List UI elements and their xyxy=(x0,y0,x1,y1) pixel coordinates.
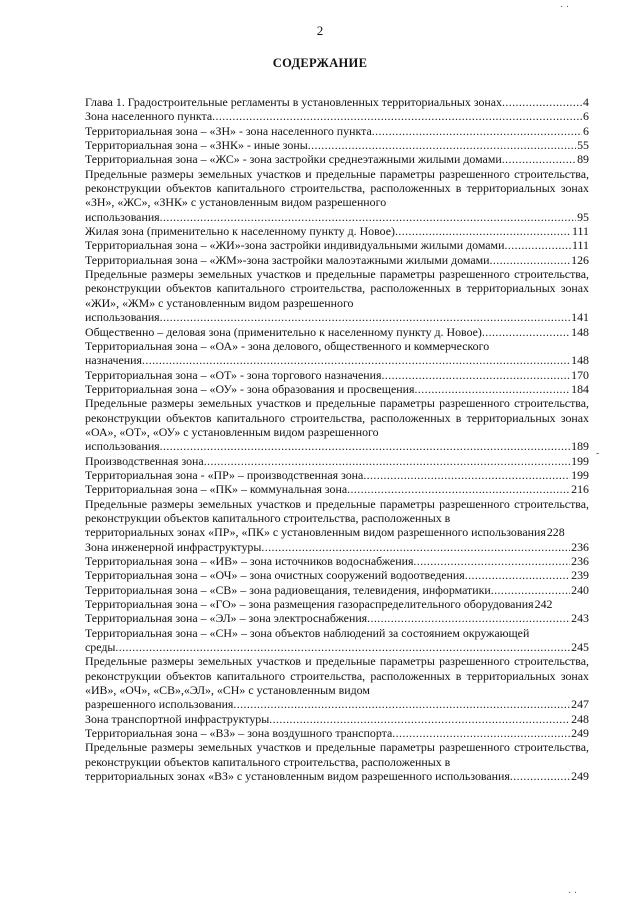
toc-page-number: 242 xyxy=(534,597,553,612)
toc-page-number: 189 xyxy=(571,439,589,454)
dot-leader xyxy=(414,382,570,396)
dot-leader xyxy=(367,611,570,625)
toc-entry-title: использования xyxy=(85,439,160,454)
dot-leader xyxy=(269,712,570,726)
toc-page-number: 170 xyxy=(571,367,589,382)
toc-page-number: 126 xyxy=(571,252,589,267)
dot-leader xyxy=(363,468,570,482)
dot-leader xyxy=(491,583,570,597)
toc-entry-title: Общественно – деловая зона (применительно к населенному пункту д. Новое) xyxy=(85,324,482,339)
toc-entry[interactable] xyxy=(85,540,589,554)
toc-entry-title: Территориальная зона – «ГО» – зона размещения газораспределительного оборудования xyxy=(85,597,534,612)
toc-page-number: 236 xyxy=(571,539,589,554)
dot-leader xyxy=(142,353,570,367)
toc-page-number: 6 xyxy=(583,123,589,138)
toc-page-number: 248 xyxy=(571,711,589,726)
toc-page-number: 240 xyxy=(571,582,589,597)
toc-entry-title: Глава 1. Градостроительные регламенты в установленных территориальных зонах xyxy=(85,95,502,109)
scan-mark: - xyxy=(596,448,600,459)
toc-page-number: 249 xyxy=(571,726,589,741)
toc-page-number: 148 xyxy=(571,353,589,368)
toc-page-number: 55 xyxy=(577,138,589,153)
toc-heading: СОДЕРЖАНИЕ xyxy=(272,56,368,70)
toc-entry[interactable] xyxy=(85,382,589,396)
toc-page-number: 111 xyxy=(572,238,589,253)
dot-leader xyxy=(510,769,570,783)
dot-leader xyxy=(160,210,576,224)
toc-entry[interactable] xyxy=(85,740,589,783)
dot-leader xyxy=(160,310,571,324)
dot-leader xyxy=(212,109,582,123)
toc-entry[interactable] xyxy=(85,152,589,166)
toc-entry[interactable] xyxy=(85,95,589,109)
toc-entry-title: Территориальная зона – «ЖС» - зона застройки среднеэтажными жилыми домами xyxy=(85,152,502,167)
scan-mark: · · xyxy=(568,888,578,899)
dot-leader xyxy=(504,238,571,252)
dot-leader xyxy=(261,540,570,554)
toc-entry-title: территориальных зонах «ПР», «ПК» с установленным видом разрешенного использования xyxy=(85,525,546,540)
toc-entry[interactable] xyxy=(85,339,589,368)
page-number: 2 xyxy=(316,23,324,38)
toc-entry[interactable] xyxy=(85,726,589,740)
toc-entry[interactable] xyxy=(85,238,589,252)
toc-entry[interactable] xyxy=(85,626,589,655)
dot-leader xyxy=(490,253,571,267)
toc-page-number: 199 xyxy=(571,453,589,468)
toc-entry-title: Жилая зона (применительно к населенному пункту д. Новое) xyxy=(85,224,395,239)
scan-mark: · · xyxy=(560,2,570,13)
toc-entry-title: Зона инженерной инфраструктуры xyxy=(85,539,262,554)
toc-entry-title: Территориальная зона - «ПР» – производственная зона xyxy=(85,467,364,482)
toc-entry-title: использования xyxy=(85,209,160,224)
toc-entry[interactable] xyxy=(85,109,589,123)
toc-entry-title: назначения xyxy=(85,353,142,368)
toc-entry[interactable] xyxy=(85,124,589,138)
toc-entry[interactable] xyxy=(85,253,589,267)
toc-entry-title: Зона населенного пункта xyxy=(85,109,213,124)
toc-page-number: 6 xyxy=(583,109,589,124)
dot-leader xyxy=(160,439,571,453)
dot-leader xyxy=(347,482,570,496)
toc-entry-title: Территориальная зона – «ОЧ» – зона очистных сооружений водоотведения xyxy=(85,568,465,583)
toc-entry[interactable] xyxy=(85,583,589,597)
toc-entry-title: использования xyxy=(85,310,160,325)
dot-leader xyxy=(392,726,570,740)
toc-entry-text: Предельные размеры земельных участков и предельные параметры разрешенного строительства, реконструкции объектов капитального строительства, расположенных в территориальных зонах «ЖИ», «ЖМ» с установленным видом разрешенного xyxy=(85,267,589,310)
dot-leader xyxy=(115,640,570,654)
toc-page-number: 228 xyxy=(546,525,565,540)
dot-leader xyxy=(502,152,576,166)
toc-page-number: 111 xyxy=(572,224,589,239)
toc-entry-title: Территориальная зона – «ИВ» – зона источников водоснабжения xyxy=(85,554,414,568)
toc-entry[interactable] xyxy=(85,712,589,726)
toc-page-number: 89 xyxy=(577,152,589,167)
toc-entry-title: Территориальная зона – «ОУ» - зона образования и просвещения xyxy=(85,381,415,396)
toc-entry-text: Предельные размеры земельных участков и предельные параметры разрешенного строительства, реконструкции объектов капитального строительства, расположенных в территориальных зонах «ОА», «ОТ», «ОУ» с установленным видом разрешенного xyxy=(85,396,589,439)
toc-page-number: 247 xyxy=(571,697,589,712)
toc-page-number: 216 xyxy=(571,482,589,497)
toc-entry-title: Зона транспортной инфраструктуры xyxy=(85,711,270,726)
dot-leader xyxy=(482,325,570,339)
toc-page-number: 95 xyxy=(577,209,589,224)
toc-page-number: 148 xyxy=(571,324,589,339)
toc-page-number: 141 xyxy=(571,310,589,325)
toc-entry-title: Территориальная зона – «ЭЛ» – зона электроснабжения xyxy=(85,611,368,626)
dot-leader xyxy=(413,554,570,568)
toc-entry-title: Территориальная зона – «ПК» – коммунальная зона xyxy=(85,482,348,497)
toc-entry-title: Территориальная зона – «ВЗ» – зона воздушного транспорта xyxy=(85,726,393,741)
toc-entry[interactable] xyxy=(85,597,589,611)
toc-entry-title: Территориальная зона – «ОТ» - зона торгового назначения xyxy=(85,367,382,382)
toc-entry-text: Территориальная зона – «ОА» - зона делового, общественного и коммерческого xyxy=(85,338,490,353)
toc-entry-text: Территориальная зона – «СН» – зона объектов наблюдений за состоянием окружающей xyxy=(85,625,530,640)
toc-page-number: 245 xyxy=(571,640,589,655)
toc-entry-title: территориальных зонах «ВЗ» с установленным видом разрешенного использования xyxy=(85,769,510,784)
toc-entry-text: Предельные размеры земельных участков и предельные параметры разрешенного строительства, реконструкции объектов капитального строительства, расположенных в xyxy=(85,496,589,525)
toc-entry[interactable] xyxy=(85,267,589,324)
toc-entry[interactable] xyxy=(85,497,589,540)
toc-page-number: 184 xyxy=(571,381,589,396)
toc-entry-title: разрешенного использования xyxy=(85,697,234,712)
dot-leader xyxy=(233,697,570,711)
toc-page-number: 4 xyxy=(583,95,589,109)
toc-entry-title: Территориальная зона – «ЗН» - зона населенного пункта xyxy=(85,123,372,138)
toc-entry[interactable] xyxy=(85,224,589,238)
toc-page-number: 239 xyxy=(571,568,589,583)
toc-entry[interactable] xyxy=(85,468,589,482)
dot-leader xyxy=(465,568,570,582)
dot-leader xyxy=(502,95,582,109)
toc-entry[interactable] xyxy=(85,654,589,711)
toc-entry-text: Предельные размеры земельных участков и предельные параметры разрешенного строительства, реконструкции объектов капитального строительства, расположенных в территориальных зонах «ИВ», «ОЧ», «СВ»,«ЭЛ», «СН» с установленным видом xyxy=(85,654,589,698)
toc-entry-title: среды xyxy=(85,640,116,655)
toc-entry[interactable] xyxy=(85,482,589,496)
toc-entry[interactable] xyxy=(85,554,589,568)
toc-page-number: 199 xyxy=(571,467,589,482)
toc-entry-text: Предельные размеры земельных участков и предельные параметры разрешенного строительства, реконструкции объектов капитального строительства, расположенных в xyxy=(85,740,589,769)
toc-entry-title: Территориальная зона – «ЗНК» - иные зоны xyxy=(85,138,308,153)
toc-entry[interactable] xyxy=(85,368,589,382)
toc-page-number: 249 xyxy=(571,769,589,784)
toc-entry[interactable] xyxy=(85,167,589,224)
toc-entry[interactable] xyxy=(85,454,589,468)
dot-leader xyxy=(395,224,571,238)
toc-page-number: 236 xyxy=(571,554,589,568)
toc-entry-title: Территориальная зона – «ЖМ»-зона застройки малоэтажными жилыми домами xyxy=(85,252,490,267)
toc-entry[interactable] xyxy=(85,138,589,152)
table-of-contents xyxy=(85,95,589,784)
toc-entry-title: Производственная зона xyxy=(85,453,204,468)
toc-entry-title: Территориальная зона – «СВ» – зона радиовещания, телевидения, информатики xyxy=(85,582,491,597)
toc-entry[interactable] xyxy=(85,568,589,582)
toc-entry[interactable] xyxy=(85,611,589,625)
toc-page-number: 243 xyxy=(571,611,589,626)
dot-leader xyxy=(372,124,582,138)
toc-entry[interactable] xyxy=(85,325,589,339)
dot-leader xyxy=(381,368,570,382)
dot-leader xyxy=(308,138,576,152)
dot-leader xyxy=(204,454,570,468)
toc-entry-title: Территориальная зона – «ЖИ»-зона застройки индивидуальными жилыми домами xyxy=(85,238,505,253)
toc-entry[interactable] xyxy=(85,396,589,453)
toc-entry-text: Предельные размеры земельных участков и предельные параметры разрешенного строительства, реконструкции объектов капитального строительства, расположенных в территориальных зонах «ЗН», «ЖС», «ЗНК» с установленным видом разрешенного xyxy=(85,166,589,210)
